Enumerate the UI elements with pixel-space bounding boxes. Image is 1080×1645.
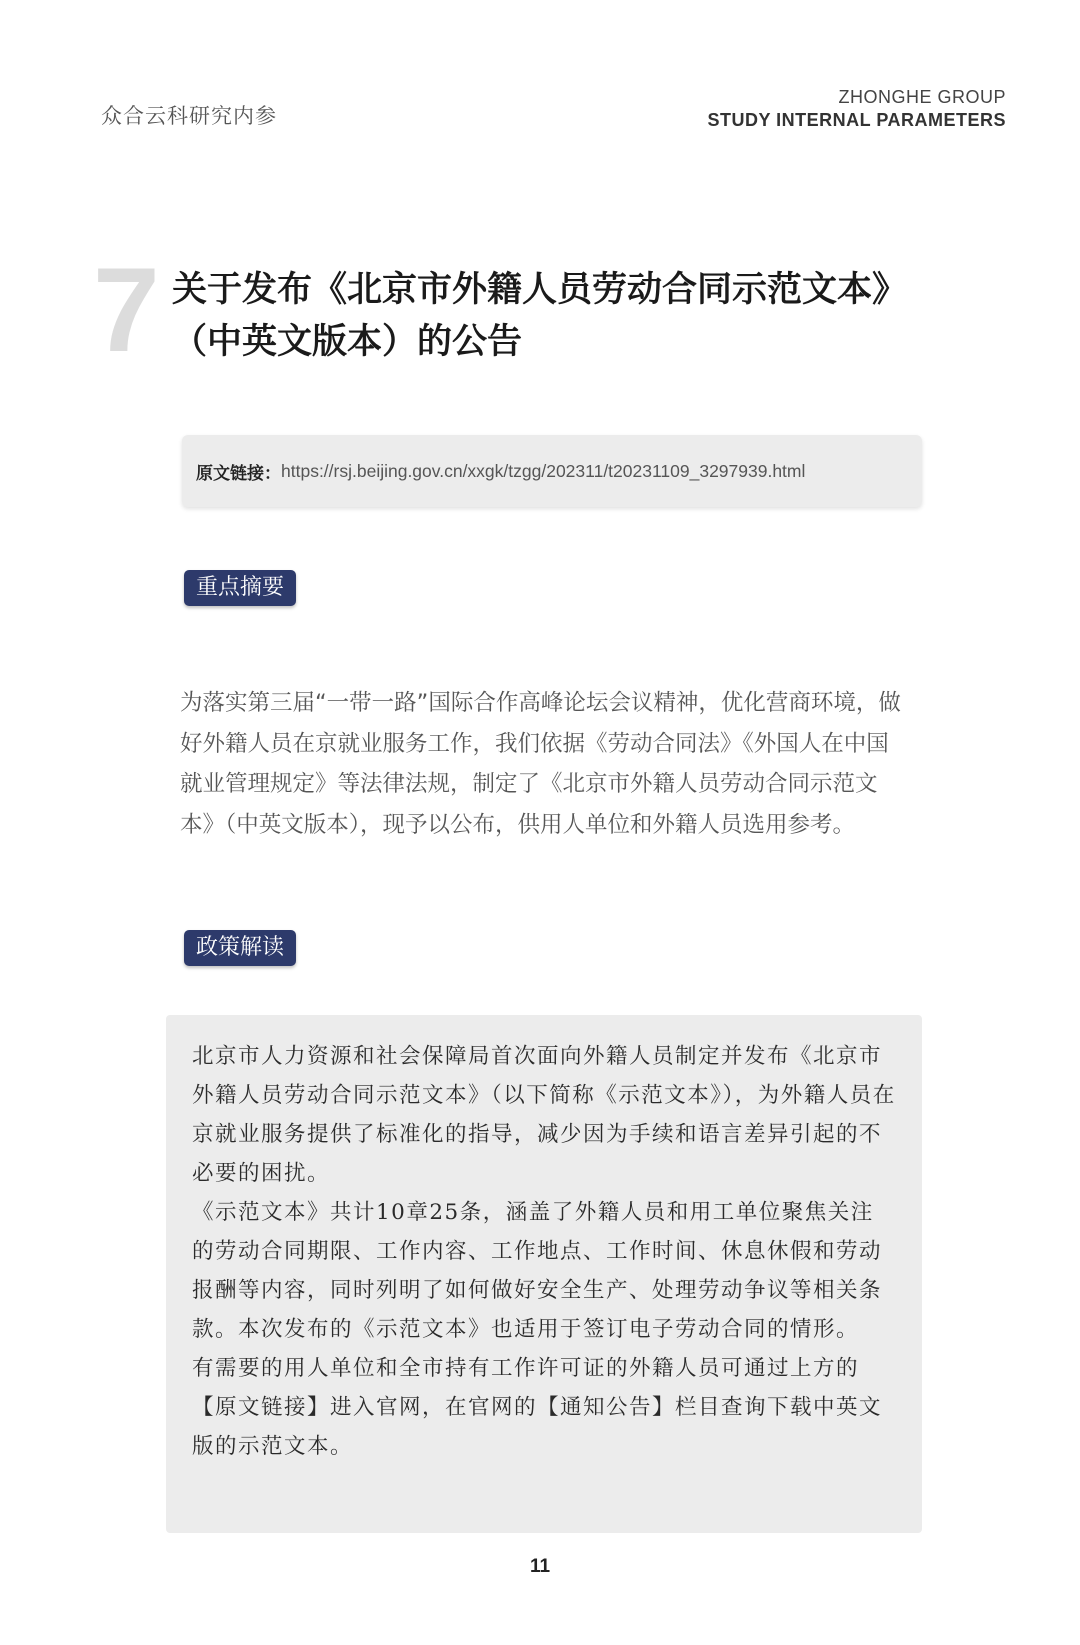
chapter-number: 7 — [93, 243, 160, 377]
summary-text: 为落实第三届“一带一路”国际合作高峰论坛会议精神，优化营商环境，做好外籍人员在京就业服务工作，我们依据《劳动合同法》《外国人在中国就业管理规定》等法律法规，制定了《北京市外籍人员劳动合同示范文本》（中英文版本），现予以公布，供用人单位和外籍人员选用参考。 — [180, 690, 901, 838]
interpretation-paragraph: 北京市人力资源和社会保障局首次面向外籍人员制定并发布《北京市外籍人员劳动合同示范文本》（以下简称《示范文本》），为外籍人员在京就业服务提供了标准化的指导，减少因为手续和语言差异引起的不必要的困扰。 — [192, 1044, 896, 1186]
source-link-box — [182, 435, 922, 507]
interpretation-box — [166, 1015, 922, 1533]
title-line-2: （中英文版本）的公告 — [172, 322, 523, 362]
summary-tag: 重点摘要 — [184, 570, 296, 606]
group-name: ZHONGHE GROUP — [838, 87, 1006, 107]
interpretation-paragraph: 《示范文本》共计10章25条，涵盖了外籍人员和用工单位聚焦关注的劳动合同期限、工作内容、工作地点、工作时间、休息休假和劳动报酬等内容，同时列明了如何做好安全生产、处理劳动争议等相关条款。本次发布的《示范文本》也适用于签订电子劳动合同的情形。 — [192, 1200, 883, 1342]
group-subtitle: STUDY INTERNAL PARAMETERS — [707, 110, 1006, 130]
group-name-block — [707, 86, 1006, 132]
interpretation-tag: 政策解读 — [184, 930, 296, 966]
article-title — [172, 264, 992, 368]
source-link-label: 原文链接： — [196, 463, 281, 484]
publication-title: 众合云科研究内参 — [101, 104, 277, 128]
source-link-url[interactable]: https://rsj.beijing.gov.cn/xxgk/tzgg/202311/t20231109_3297939.html — [281, 460, 806, 481]
page-number: 11 — [529, 1556, 551, 1577]
interpretation-paragraph: 有需要的用人单位和全市持有工作许可证的外籍人员可通过上方的【原文链接】进入官网，在官网的【通知公告】栏目查询下载中英文版的示范文本。 — [192, 1356, 883, 1459]
title-line-1: 关于发布《北京市外籍人员劳动合同示范文本》 — [172, 270, 908, 310]
